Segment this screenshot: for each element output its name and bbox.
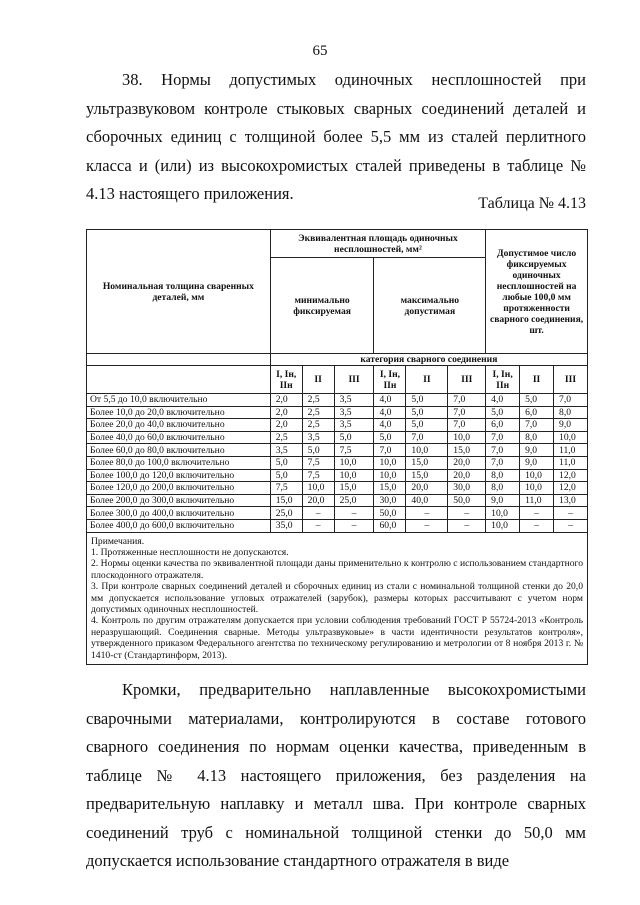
table-cell: 5,0 bbox=[270, 456, 302, 469]
table-cell: 13,0 bbox=[554, 494, 588, 507]
table-row bbox=[87, 444, 588, 457]
table-row bbox=[87, 456, 588, 469]
table-cell: 50,0 bbox=[374, 507, 406, 520]
table-cell: 3,5 bbox=[302, 431, 334, 444]
header-area-group: Эквивалентная площадь одиночных несплошностей, мм² bbox=[270, 230, 485, 258]
table-cell: 6,0 bbox=[486, 419, 520, 432]
table-cell: 5,0 bbox=[486, 406, 520, 419]
row-thickness-label: Более 80,0 до 100,0 включительно bbox=[87, 456, 271, 469]
table-cell: 7,5 bbox=[302, 456, 334, 469]
norms-table bbox=[86, 229, 588, 665]
table-cell: 7,0 bbox=[486, 431, 520, 444]
table-row bbox=[87, 519, 588, 532]
table-cell: 6,0 bbox=[520, 406, 554, 419]
page-number: 65 bbox=[312, 43, 328, 59]
header-max: максимально допустимая bbox=[374, 258, 486, 354]
table-cell: 2,5 bbox=[302, 406, 334, 419]
table-cell: 3,5 bbox=[334, 406, 374, 419]
table-cell: 15,0 bbox=[374, 482, 406, 495]
table-cell: – bbox=[448, 507, 486, 520]
table-cell: – bbox=[406, 507, 448, 520]
table-cell: 3,5 bbox=[334, 419, 374, 432]
table-cell: 25,0 bbox=[334, 494, 374, 507]
row-thickness-label: Более 40,0 до 60,0 включительно bbox=[87, 431, 271, 444]
row-thickness-label: Более 100,0 до 120,0 включительно bbox=[87, 469, 271, 482]
table-cell: 4,0 bbox=[374, 406, 406, 419]
category-header: II bbox=[520, 366, 554, 394]
table-cell: – bbox=[334, 519, 374, 532]
note-item: 1. Протяженные несплошности не допускаются. bbox=[91, 546, 289, 558]
table-cell: 8,0 bbox=[486, 482, 520, 495]
row-thickness-label: Более 400,0 до 600,0 включительно bbox=[87, 519, 271, 532]
table-cell: 8,0 bbox=[554, 406, 588, 419]
table-cell: 50,0 bbox=[448, 494, 486, 507]
table-cell: 10,0 bbox=[520, 469, 554, 482]
table-cell: 10,0 bbox=[448, 431, 486, 444]
category-header: II bbox=[302, 366, 334, 394]
table-cell: – bbox=[554, 507, 588, 520]
table-cell: 4,0 bbox=[486, 394, 520, 407]
table-cell: 7,5 bbox=[302, 469, 334, 482]
table-cell: – bbox=[554, 519, 588, 532]
row-thickness-label: Более 20,0 до 40,0 включительно bbox=[87, 419, 271, 432]
table-cell: 5,0 bbox=[334, 431, 374, 444]
table-cell: 30,0 bbox=[374, 494, 406, 507]
table-cell: – bbox=[302, 507, 334, 520]
table-cell: 5,0 bbox=[302, 444, 334, 457]
table-cell: 5,0 bbox=[270, 469, 302, 482]
table-row bbox=[87, 431, 588, 444]
table-cell: 10,0 bbox=[520, 482, 554, 495]
table-row bbox=[87, 406, 588, 419]
table-cell: 7,0 bbox=[486, 444, 520, 457]
table-cell: 2,5 bbox=[270, 431, 302, 444]
header-count: Допустимое число фиксируемых одиночных несплошностей на любые 100,0 мм протяженности сварного соединения, шт. bbox=[486, 230, 588, 354]
paragraph-norms-intro: 38. Нормы допустимых одиночных несплошностей при ультразвуковом контроле стыковых сварных соединений деталей и сборочных единиц с толщиной более 5,5 мм из сталей перлитного класса и (или) из высокохромистых сталей приведены в таблице № 4.13 настоящего приложения. bbox=[86, 70, 586, 203]
category-header: III bbox=[334, 366, 374, 394]
header-min: минимально фиксируемая bbox=[270, 258, 374, 354]
table-cell: – bbox=[406, 519, 448, 532]
table-cell: 5,0 bbox=[520, 394, 554, 407]
header-blank bbox=[87, 366, 271, 394]
table-cell: 11,0 bbox=[554, 444, 588, 457]
table-cell: 10,0 bbox=[334, 469, 374, 482]
table-caption: Таблица № 4.13 bbox=[478, 195, 586, 212]
row-thickness-label: Более 300,0 до 400,0 включительно bbox=[87, 507, 271, 520]
table-cell: 10,0 bbox=[302, 482, 334, 495]
table-cell: 2,0 bbox=[270, 419, 302, 432]
table-cell: 9,0 bbox=[520, 456, 554, 469]
table-cell: 3,5 bbox=[270, 444, 302, 457]
table-cell: 35,0 bbox=[270, 519, 302, 532]
row-thickness-label: Более 120,0 до 200,0 включительно bbox=[87, 482, 271, 495]
category-header: III bbox=[554, 366, 588, 394]
table-cell: 20,0 bbox=[302, 494, 334, 507]
table-cell: 4,0 bbox=[374, 419, 406, 432]
table-cell: 9,0 bbox=[520, 444, 554, 457]
table-cell: 15,0 bbox=[406, 456, 448, 469]
row-thickness-label: От 5,5 до 10,0 включительно bbox=[87, 394, 271, 407]
table-cell: 10,0 bbox=[486, 519, 520, 532]
category-header: I, Iн, IIн bbox=[374, 366, 406, 394]
table-cell: 8,0 bbox=[486, 469, 520, 482]
note-item: 4. Контроль по другим отражателям допускается при условии соблюдения требований ГОСТ Р 55724-2013 «Контроль неразрушающий. Соединения сварные. Методы ультразвуковые» в части идентичности результатов контроля», утвержденного приказом Федерального агентства по техническому регулированию и метрологии от 8 ноября 2013 г. № 1410-ст (Стандартинформ, 2013). bbox=[91, 615, 583, 661]
table-cell: 8,0 bbox=[520, 431, 554, 444]
table-cell: 11,0 bbox=[520, 494, 554, 507]
table-row bbox=[87, 394, 588, 407]
table-row bbox=[87, 482, 588, 495]
table-cell: 25,0 bbox=[270, 507, 302, 520]
paragraph-edges: Кромки, предварительно наплавленные высокохромистыми сварочными материалами, контролируются в составе готового сварного соединения по нормам оценки качества, приведенным в таблице № 4.13 настоящего приложения, без разделения на предварительную наплавку и металл шва. При контроле сварных соединений труб с номинальной толщиной стенки до 50,0 мм допускается использование стандартного отражателя в виде bbox=[86, 680, 586, 870]
table-cell: 15,0 bbox=[448, 444, 486, 457]
table-cell: 15,0 bbox=[270, 494, 302, 507]
category-header: III bbox=[448, 366, 486, 394]
note-item: 2. Нормы оценки качества по эквивалентной площади даны применительно к контролю с использованием стандартного плоскодонного отражателя. bbox=[91, 558, 583, 581]
table-cell: 5,0 bbox=[374, 431, 406, 444]
table-cell: 60,0 bbox=[374, 519, 406, 532]
table-cell: – bbox=[302, 519, 334, 532]
row-thickness-label: Более 200,0 до 300,0 включительно bbox=[87, 494, 271, 507]
table-cell: 7,5 bbox=[334, 444, 374, 457]
table-cell: 2,5 bbox=[302, 394, 334, 407]
table-cell: 7,0 bbox=[486, 456, 520, 469]
table-cell: 10,0 bbox=[374, 456, 406, 469]
table-cell: 7,0 bbox=[374, 444, 406, 457]
table-cell: – bbox=[334, 507, 374, 520]
table-cell: 7,5 bbox=[270, 482, 302, 495]
table-cell: 30,0 bbox=[448, 482, 486, 495]
table-cell: 11,0 bbox=[554, 456, 588, 469]
table-notes bbox=[87, 532, 588, 664]
table-cell: 20,0 bbox=[448, 469, 486, 482]
table-cell: 9,0 bbox=[554, 419, 588, 432]
note-item: Примечания. bbox=[91, 535, 145, 547]
table-cell: 4,0 bbox=[374, 394, 406, 407]
table-cell: 7,0 bbox=[520, 419, 554, 432]
table-cell: 7,0 bbox=[406, 431, 448, 444]
table-cell: 15,0 bbox=[406, 469, 448, 482]
header-blank bbox=[87, 354, 271, 366]
table-cell: 40,0 bbox=[406, 494, 448, 507]
category-header: I, Iн, IIн bbox=[486, 366, 520, 394]
table-cell: 7,0 bbox=[448, 394, 486, 407]
table-cell: 10,0 bbox=[486, 507, 520, 520]
table-cell: 7,0 bbox=[448, 406, 486, 419]
table-cell: 5,0 bbox=[406, 406, 448, 419]
table-cell: 7,0 bbox=[554, 394, 588, 407]
table-cell: 20,0 bbox=[448, 456, 486, 469]
category-header: I, Iн, IIн bbox=[270, 366, 302, 394]
table-row bbox=[87, 494, 588, 507]
row-thickness-label: Более 10,0 до 20,0 включительно bbox=[87, 406, 271, 419]
table-cell: 10,0 bbox=[406, 444, 448, 457]
category-header: II bbox=[406, 366, 448, 394]
table-cell: 2,0 bbox=[270, 406, 302, 419]
table-cell: 5,0 bbox=[406, 419, 448, 432]
table-cell: 7,0 bbox=[448, 419, 486, 432]
table-cell: 2,5 bbox=[302, 419, 334, 432]
header-category: категория сварного соединения bbox=[270, 354, 587, 366]
table-cell: 5,0 bbox=[406, 394, 448, 407]
table-cell: 2,0 bbox=[270, 394, 302, 407]
table-cell: 15,0 bbox=[334, 482, 374, 495]
table-cell: 9,0 bbox=[486, 494, 520, 507]
table-row bbox=[87, 469, 588, 482]
header-thickness: Номинальная толщина сваренных деталей, мм bbox=[87, 230, 271, 354]
table-cell: – bbox=[448, 519, 486, 532]
table-cell: 20,0 bbox=[406, 482, 448, 495]
table-row bbox=[87, 507, 588, 520]
table-cell: 12,0 bbox=[554, 469, 588, 482]
table-row bbox=[87, 419, 588, 432]
table-cell: 10,0 bbox=[334, 456, 374, 469]
table-cell: 3,5 bbox=[334, 394, 374, 407]
table-cell: 12,0 bbox=[554, 482, 588, 495]
table-cell: – bbox=[520, 519, 554, 532]
table-cell: 10,0 bbox=[374, 469, 406, 482]
table-cell: – bbox=[520, 507, 554, 520]
table-cell: 10,0 bbox=[554, 431, 588, 444]
row-thickness-label: Более 60,0 до 80,0 включительно bbox=[87, 444, 271, 457]
note-item: 3. При контроле сварных соединений деталей и сборочных единиц из стали с номинальной толщиной стенки до 20,0 мм допускается использование угловых отражателей (зарубок), размеры которых рассчитывают с учетом норм допустимых одиночных несплошностей. bbox=[91, 581, 583, 615]
